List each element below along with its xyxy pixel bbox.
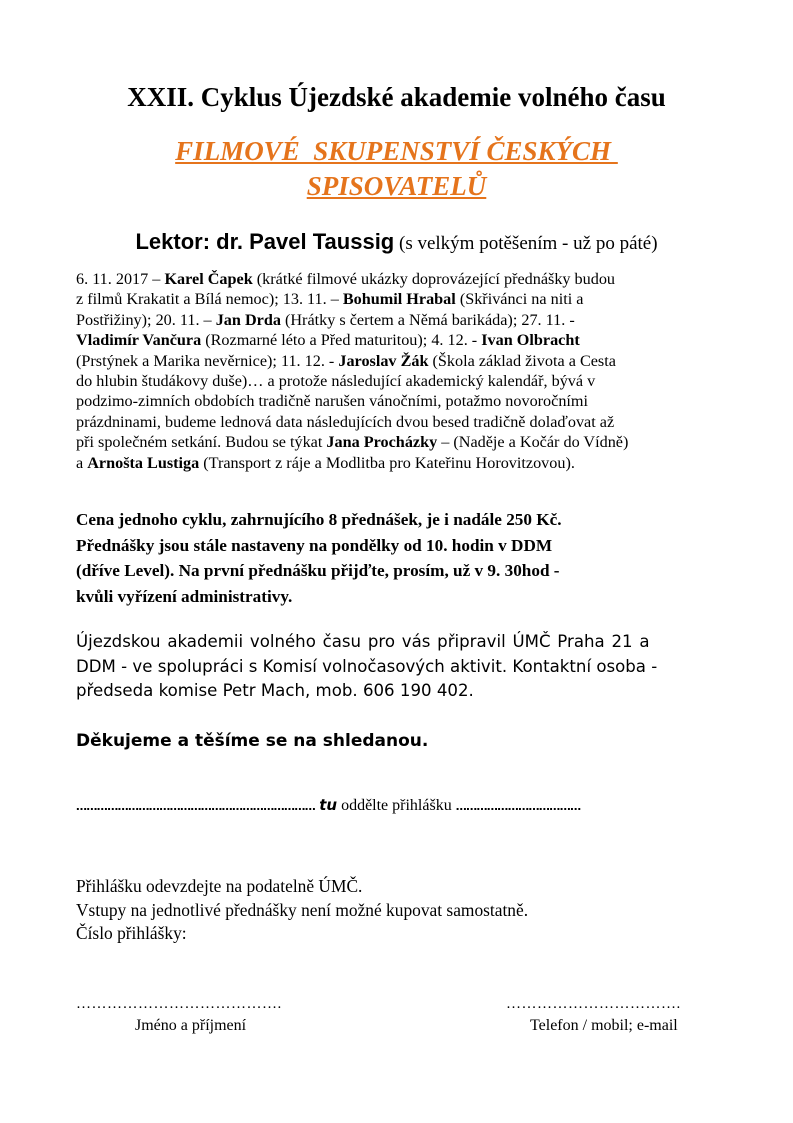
author-name: Jaroslav Žák	[338, 351, 429, 370]
cut-line	[76, 795, 716, 817]
cut-text: oddělte přihlášku	[337, 797, 456, 814]
program-text: (Rozmarné léto a Před maturitou); 4. 12. -	[201, 331, 482, 350]
program-text: (Škola základ života a Cesta	[428, 351, 616, 370]
program-line: do hlubin študákovy duše)… a protože následující akademický kalendář, bývá v	[76, 372, 596, 391]
price-line: Přednášky jsou stále nastaveny na pondělky od 10. hodin v DDM	[76, 535, 553, 555]
thanks-line: Děkujeme a těšíme se na shledanou.	[76, 731, 429, 751]
price-paragraph	[76, 507, 736, 609]
contact-field-label: Telefon / mobil; e-mail	[530, 1017, 678, 1034]
subtitle-line-1: FILMOVÉ SKUPENSTVÍ ČESKÝCH	[175, 136, 618, 166]
author-name: Ivan Olbracht	[481, 331, 580, 350]
program-line	[76, 432, 726, 452]
contact-signature-line: …………………………….	[506, 996, 681, 1012]
price-line: Cena jednoho cyklu, zahrnujícího 8 přednášek, je i nadále 250 Kč.	[76, 510, 562, 529]
instruction-line: Vstupy na jednotlivé přednášky není možné kupovat samostatně.	[76, 899, 529, 920]
lecturer-note: (s velkým potěšením - už po páté)	[394, 233, 658, 254]
program-text: – (Naděje a Kočár do Vídně)	[437, 433, 629, 452]
author-name: Karel Čapek	[164, 270, 253, 288]
program-text: (Prstýnek a Marika nevěrnice); 11. 12. -	[76, 351, 339, 370]
program-line	[76, 289, 726, 309]
cut-word-tu: tu	[319, 796, 338, 814]
program-text: (Hrátky s čertem a Němá barikáda); 27. 11. -	[280, 310, 575, 329]
program-line	[76, 330, 726, 350]
program-line	[76, 453, 726, 473]
program-text: a	[76, 453, 88, 472]
program-text: (krátké filmové ukázky doprovázející přednášky budou	[252, 270, 616, 288]
cut-dots-left: ……………………………………………………………	[76, 800, 316, 813]
name-signature-line: ………………………………….	[76, 996, 282, 1012]
author-name: Bohumil Hrabal	[342, 290, 456, 309]
application-number-label: Číslo přihlášky:	[76, 923, 187, 943]
author-name: Vladimír Vančura	[76, 331, 202, 350]
organizer-line: Újezdskou akademii volného času pro vás připravil ÚMČ Praha 21 a	[76, 632, 650, 651]
application-instructions	[76, 875, 716, 946]
lecturer-name: Lektor: dr. Pavel Taussig	[135, 229, 395, 254]
program-text: z filmů Krakatit a Bílá nemoc); 13. 11. –	[76, 290, 343, 309]
organizer-line: DDM - ve spolupráci s Komisí volnočasových aktivit. Kontaktní osoba -	[76, 656, 658, 676]
name-field-label: Jméno a příjmení	[135, 1017, 247, 1034]
program-text: 6. 11. 2017 –	[76, 270, 165, 288]
program-line	[76, 269, 726, 289]
price-line: (dříve Level). Na první přednášku přijďte, prosím, už v 9. 30hod -	[76, 561, 560, 580]
author-name: Jan Drda	[215, 310, 281, 329]
author-name: Jana Procházky	[326, 433, 438, 452]
lecturer-line	[0, 228, 793, 259]
author-name: Arnošta Lustiga	[87, 453, 200, 472]
series-subtitle	[80, 134, 713, 204]
program-text: (Transport z ráje a Modlitba pro Kateřinu Horovitzovou).	[199, 453, 575, 472]
program-text: při společném setkání. Budou se týkat	[76, 433, 327, 452]
program-text: (Skřivánci na niti a	[455, 290, 584, 309]
program-line: prázdninami, budeme lednová data následujících dvou besed tradičně dolaďovat až	[76, 412, 615, 431]
page-title: XXII. Cyklus Újezdské akademie volného času	[127, 82, 666, 112]
subtitle-line-2: SPISOVATELŮ	[306, 171, 487, 201]
program-text: Postřižiny); 20. 11. –	[76, 310, 216, 329]
program-line	[76, 351, 726, 371]
instruction-line: Přihlášku odevzdejte na podatelně ÚMČ.	[76, 876, 363, 896]
program-line	[76, 310, 726, 330]
program-paragraph	[76, 269, 726, 473]
organizer-line: předseda komise Petr Mach, mob. 606 190 402.	[76, 681, 474, 700]
price-line: kvůli vyřízení administrativy.	[76, 586, 293, 606]
organizer-paragraph	[76, 630, 736, 704]
cut-dots-right: ………………………………	[455, 800, 581, 813]
program-line: podzimo-zimních obdobích tradičně narušen vánočními, potažmo novoročními	[76, 392, 589, 411]
